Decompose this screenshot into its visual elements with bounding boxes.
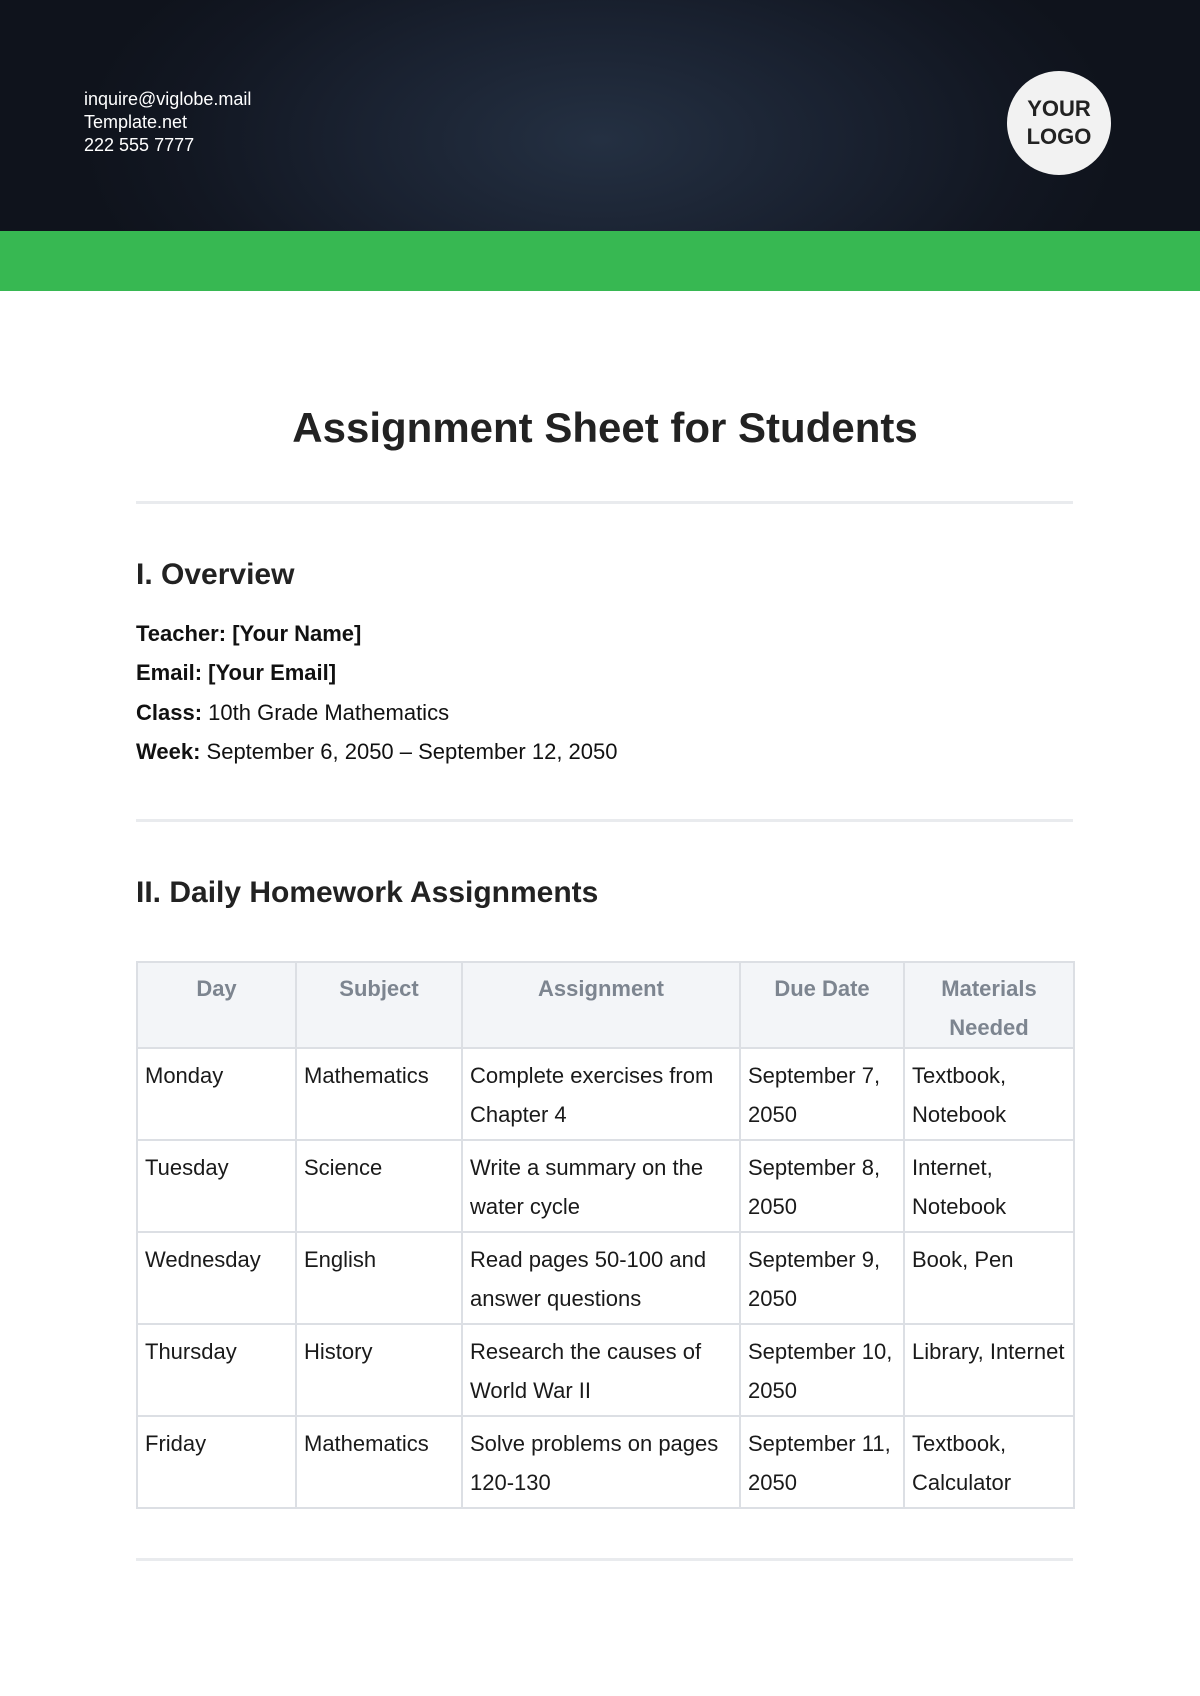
cell-materials: Internet, Notebook (904, 1140, 1074, 1232)
cell-assignment: Write a summary on the water cycle (462, 1140, 740, 1232)
column-header-day: Day (137, 962, 296, 1048)
class-label: Class: (136, 700, 203, 725)
email-value: [Your Email] (208, 660, 337, 685)
contact-block (84, 88, 251, 157)
cell-assignment: Research the causes of World War II (462, 1324, 740, 1416)
divider (136, 819, 1073, 822)
table-row (137, 1232, 1074, 1324)
cell-due-date: September 7, 2050 (740, 1048, 904, 1140)
teacher-line (136, 620, 361, 648)
class-line (136, 699, 449, 727)
teacher-label: Teacher: (136, 621, 227, 646)
cell-day: Monday (137, 1048, 296, 1140)
table-header-row (137, 962, 1074, 1048)
logo-line-1: YOUR (1027, 96, 1091, 121)
homework-table (136, 961, 1075, 1509)
table-row (137, 1324, 1074, 1416)
class-value: 10th Grade Mathematics (208, 700, 450, 725)
column-header-due-date: Due Date (740, 962, 904, 1048)
cell-day: Wednesday (137, 1232, 296, 1324)
contact-phone: 222 555 7777 (84, 135, 195, 155)
cell-subject: Mathematics (296, 1416, 462, 1508)
column-header-materials: Materials Needed (904, 962, 1074, 1048)
email-label: Email: (136, 660, 203, 685)
header-banner (0, 0, 1200, 231)
contact-email: inquire@viglobe.mail (84, 89, 252, 109)
cell-due-date: September 8, 2050 (740, 1140, 904, 1232)
cell-subject: History (296, 1324, 462, 1416)
cell-day: Thursday (137, 1324, 296, 1416)
page-title: Assignment Sheet for Students (292, 404, 918, 451)
column-header-assignment: Assignment (462, 962, 740, 1048)
cell-materials: Textbook, Notebook (904, 1048, 1074, 1140)
cell-assignment: Solve problems on pages 120-130 (462, 1416, 740, 1508)
email-line (136, 659, 336, 687)
column-header-subject: Subject (296, 962, 462, 1048)
table-row (137, 1140, 1074, 1232)
overview-heading: I. Overview (136, 558, 295, 591)
table-row (137, 1048, 1074, 1140)
cell-day: Friday (137, 1416, 296, 1508)
table-row (137, 1416, 1074, 1508)
cell-day: Tuesday (137, 1140, 296, 1232)
cell-subject: Science (296, 1140, 462, 1232)
accent-bar (0, 231, 1200, 291)
logo (1007, 71, 1111, 175)
cell-due-date: September 10, 2050 (740, 1324, 904, 1416)
logo-line-2: LOGO (1026, 124, 1092, 149)
cell-materials: Textbook, Calculator (904, 1416, 1074, 1508)
cell-due-date: September 9, 2050 (740, 1232, 904, 1324)
cell-subject: English (296, 1232, 462, 1324)
week-label: Week: (136, 739, 201, 764)
week-line (136, 738, 617, 766)
teacher-value: [Your Name] (232, 621, 362, 646)
divider (136, 501, 1073, 504)
cell-materials: Book, Pen (904, 1232, 1074, 1324)
homework-heading: II. Daily Homework Assignments (136, 876, 599, 909)
cell-assignment: Read pages 50-100 and answer questions (462, 1232, 740, 1324)
contact-website: Template.net (84, 112, 188, 132)
divider (136, 1558, 1073, 1561)
cell-subject: Mathematics (296, 1048, 462, 1140)
cell-due-date: September 11, 2050 (740, 1416, 904, 1508)
cell-materials: Library, Internet (904, 1324, 1074, 1416)
week-value: September 6, 2050 – September 12, 2050 (206, 739, 618, 764)
cell-assignment: Complete exercises from Chapter 4 (462, 1048, 740, 1140)
